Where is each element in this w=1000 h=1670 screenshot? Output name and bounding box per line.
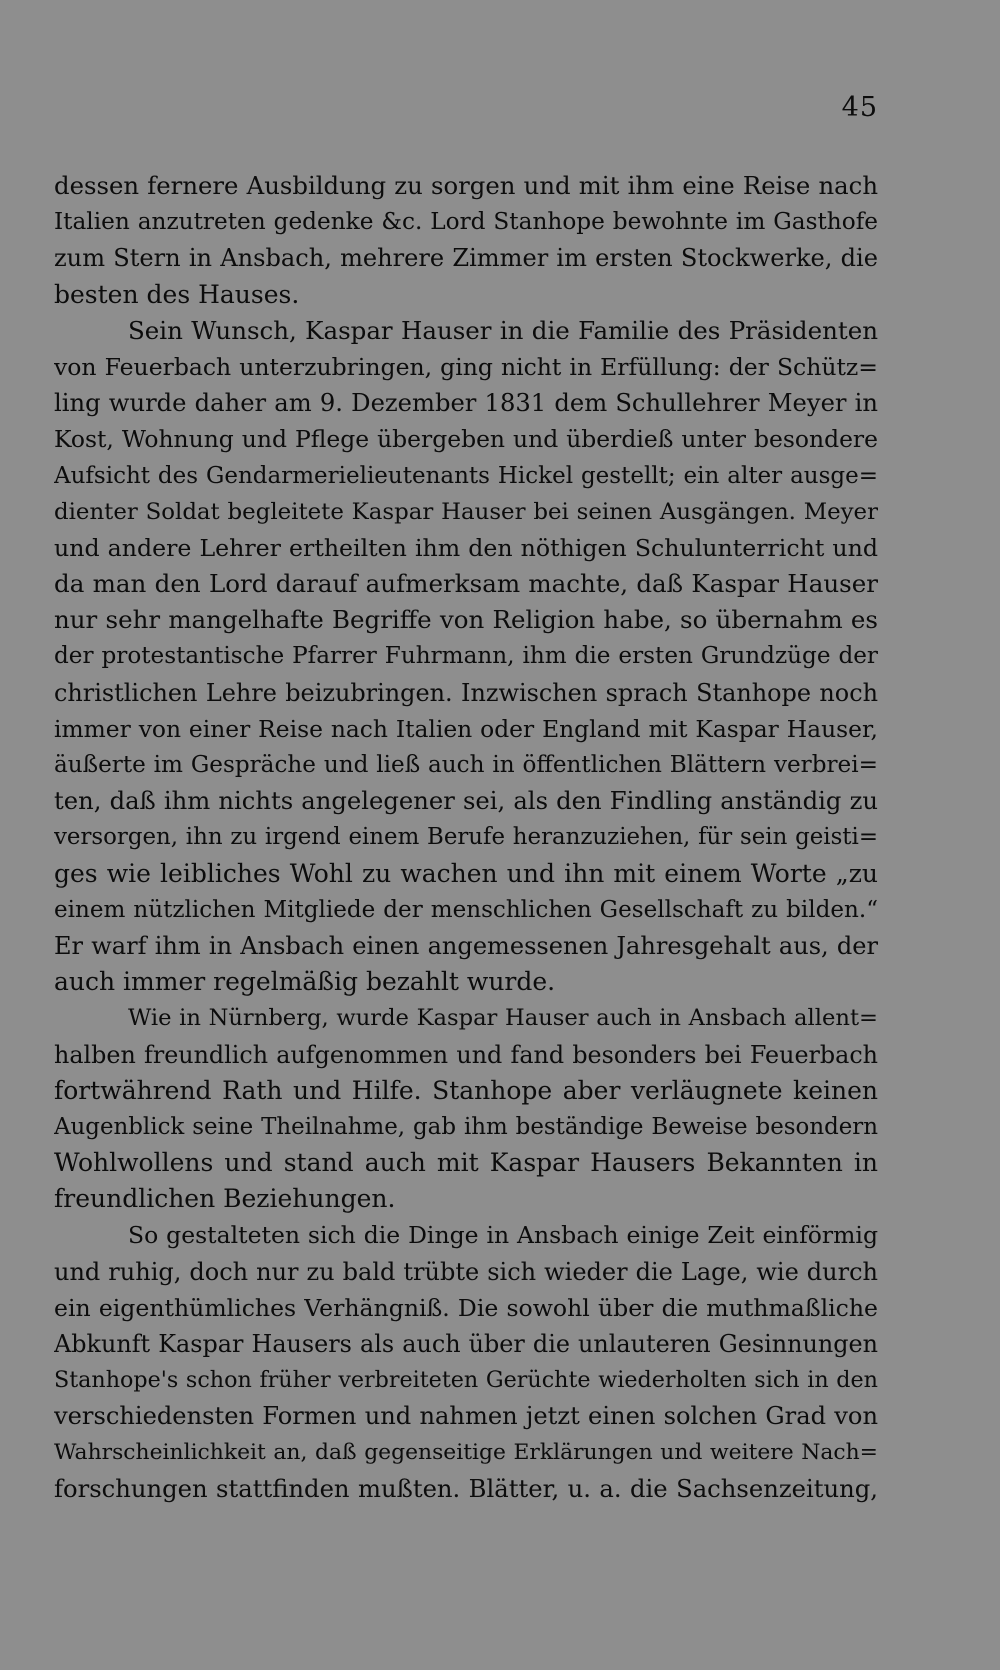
text-line: zum Stern in Ansbach, mehrere Zimmer im ersten Stockwerke, die (54, 244, 878, 273)
text-line: besten des Hauses. (54, 279, 300, 309)
text-line: fortwährend Rath und Hilfe. Stanhope aber verläugnete keinen (54, 1075, 878, 1105)
text-line: forschungen stattfinden mußten. Blätter, u. a. die Sachsenzeitung, (54, 1473, 878, 1503)
text-line: Aufsicht des Gendarmerielieutenants Hickel gestellt; ein alter ausge= (54, 462, 878, 489)
text-line: Augenblick seine Theilnahme, gab ihm beständige Beweise besondern (54, 1113, 878, 1140)
text-line: auch immer regelmäßig bezahlt wurde. (54, 967, 556, 997)
text-line: der protestantische Pfarrer Fuhrmann, ihm die ersten Grundzüge der (54, 643, 878, 670)
text-line: da man den Lord darauf aufmerksam machte, daß Kaspar Hauser (54, 569, 878, 599)
text-line: Wie in Nürnberg, wurde Kaspar Hauser auch in Ansbach allent= (128, 1005, 878, 1032)
text-line: ling wurde daher am 9. Dezember 1831 dem Schullehrer Meyer in (54, 389, 878, 418)
text-line: freundlichen Beziehungen. (54, 1184, 396, 1214)
text-line: von Feuerbach unterzubringen, ging nicht in Erfüllung: der Schütz= (54, 352, 878, 381)
text-line: Sein Wunsch, Kaspar Hauser in die Familie des Präsidenten (128, 315, 878, 345)
text-line: Abkunft Kaspar Hausers als auch über die unlauteren Gesinnungen (54, 1330, 878, 1358)
text-line: und andere Lehrer ertheilten ihm den nöthigen Schulunterricht und (54, 533, 878, 562)
text-line: christlichen Lehre beizubringen. Inzwischen sprach Stanhope noch (54, 678, 878, 707)
text-line: ten, daß ihm nichts angelegener sei, als den Findling anständig zu (54, 786, 878, 816)
text-line: Stanhope's schon früher verbreiteten Gerüchte wiederholten sich in den (54, 1367, 878, 1394)
text-line: ges wie leibliches Wohl zu wachen und ihn mit einem Worte „zu (54, 858, 878, 888)
text-line: äußerte im Gespräche und ließ auch in öffentlichen Blättern verbrei= (54, 752, 878, 778)
text-line: Er warf ihm in Ansbach einen angemessenen Jahresgehalt aus, der (54, 931, 878, 960)
text-line: Wohlwollens und stand auch mit Kaspar Hausers Bekannten in (54, 1148, 878, 1178)
text-line: einem nützlichen Mitgliede der menschlichen Gesellschaft zu bilden.“ (54, 896, 878, 923)
text-line: versorgen, ihn zu irgend einem Berufe heranzuziehen, für sein geisti= (54, 824, 878, 851)
page-number: 45 (841, 92, 878, 123)
text-line: Wahrscheinlichkeit an, daß gegenseitige Erklärungen und weitere Nach= (54, 1439, 878, 1465)
text-line: verschiedensten Formen und nahmen jetzt einen solchen Grad von (54, 1402, 878, 1431)
text-line: nur sehr mangelhafte Begriffe von Religion habe, so übernahm es (54, 605, 878, 635)
text-line: ein eigenthümliches Verhängniß. Die sowohl über die muthmaßliche (54, 1293, 878, 1322)
text-line: dessen fernere Ausbildung zu sorgen und mit ihm eine Reise nach (54, 171, 878, 200)
text-line: und ruhig, doch nur zu bald trübte sich wieder die Lage, wie durch (54, 1257, 878, 1286)
text-line: Kost, Wohnung und Pflege übergeben und überdieß unter besondere (54, 425, 878, 454)
text-line: So gestalteten sich die Dinge in Ansbach einige Zeit einförmig (128, 1221, 878, 1250)
text-line: immer von einer Reise nach Italien oder England mit Kaspar Hauser, (54, 714, 878, 743)
text-block (54, 168, 878, 1507)
text-line: Italien anzutreten gedenke &c. Lord Stanhope bewohnte im Gasthofe (54, 208, 878, 236)
text-line: dienter Soldat begleitete Kaspar Hauser bei seinen Ausgängen. Meyer (54, 498, 878, 525)
text-line: halben freundlich aufgenommen und fand besonders bei Feuerbach (54, 1040, 878, 1069)
